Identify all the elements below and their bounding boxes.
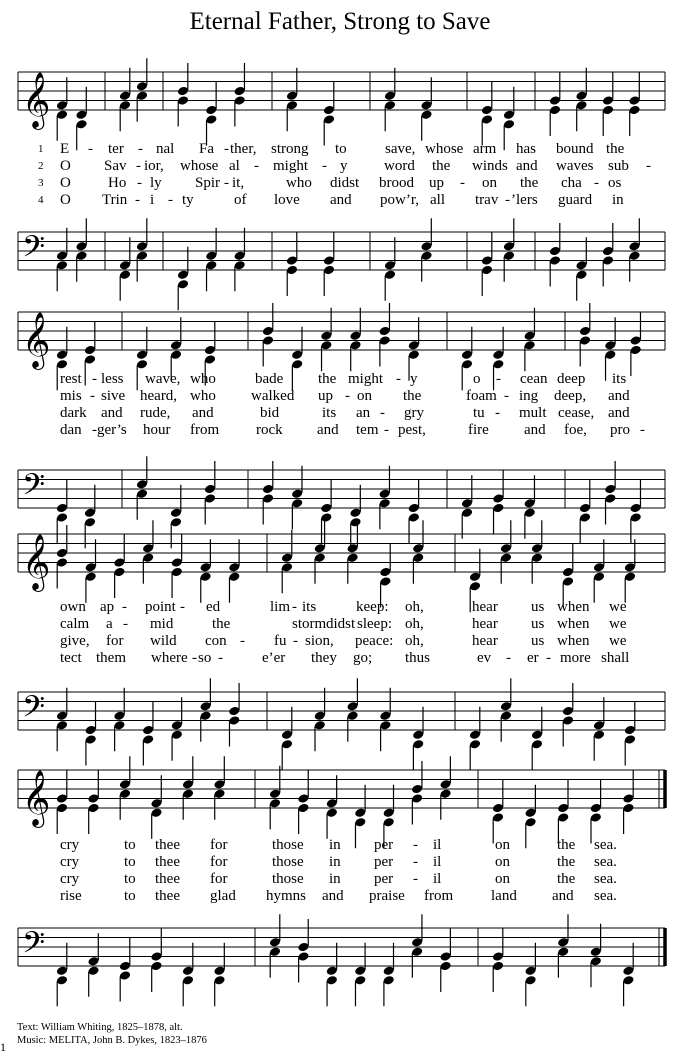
treble-staff-system-4 — [0, 758, 700, 848]
lyric-syllable: deep — [557, 371, 586, 387]
bass-staff-system-1 — [0, 220, 700, 310]
lyric-syllable: sleep: — [357, 616, 392, 632]
lyric-syllable: ther, — [230, 141, 257, 157]
lyric-syllable: more — [560, 650, 591, 666]
verse-number: 4 — [38, 194, 44, 206]
lyric-syllable: cha — [561, 175, 582, 191]
lyric-syllable: mid — [150, 616, 174, 632]
lyric-syllable: and — [101, 405, 123, 421]
treble-clef-icon: 𝄞 — [22, 534, 51, 590]
lyric-syllable: it, — [232, 175, 245, 191]
verse-1-line-1 — [0, 141, 700, 158]
lyric-syllable: so — [198, 650, 212, 666]
lyric-syllable: has — [516, 141, 536, 157]
verse-4-line-2 — [0, 422, 700, 439]
verse-2-line-2 — [0, 388, 700, 405]
lyric-hyphen: - — [88, 141, 93, 157]
lyric-syllable: foe, — [564, 422, 587, 438]
lyric-syllable: on — [357, 388, 372, 404]
lyric-syllable: oh, — [405, 633, 424, 649]
lyric-syllable: and — [608, 405, 630, 421]
verse-2-line-1 — [0, 158, 700, 175]
verse-3-line-3 — [0, 633, 700, 650]
lyric-hyphen: - — [506, 650, 511, 666]
verse-3-line-1 — [0, 175, 700, 192]
lyric-syllable: O — [60, 175, 71, 191]
lyric-syllable: rock — [256, 422, 283, 438]
lyric-syllable: go; — [353, 650, 373, 666]
lyric-hyphen: - — [504, 388, 509, 404]
lyric-syllable: per — [374, 871, 394, 887]
lyric-syllable: bound — [556, 141, 594, 157]
lyric-syllable: per — [374, 854, 394, 870]
lyric-syllable: and — [552, 888, 574, 904]
lyric-syllable: cean — [520, 371, 548, 387]
lyric-hyphen: - — [496, 371, 501, 387]
verse-number: 3 — [38, 177, 44, 189]
lyric-syllable: the — [318, 371, 337, 387]
lyric-syllable: an — [356, 405, 371, 421]
lyric-syllable: ior, — [144, 158, 164, 174]
lyric-syllable: fire — [468, 422, 489, 438]
lyric-syllable: O — [60, 158, 71, 174]
verse-number: 2 — [38, 160, 44, 172]
lyric-syllable: when — [557, 633, 590, 649]
lyric-syllable: sea. — [594, 871, 617, 887]
lyric-syllable: cry — [60, 854, 80, 870]
lyric-syllable: to — [124, 871, 136, 887]
lyric-syllable: to — [335, 141, 347, 157]
lyric-hyphen: - — [168, 192, 173, 208]
lyric-syllable: cease, — [558, 405, 595, 421]
lyric-syllable: us — [531, 599, 545, 615]
lyric-syllable: less — [101, 371, 124, 387]
lyric-syllable: in — [329, 837, 341, 853]
lyric-syllable: praise — [369, 888, 405, 904]
lyric-syllable: calm — [60, 616, 90, 632]
lyric-syllable: hear — [472, 599, 498, 615]
lyric-syllable: who — [190, 371, 216, 387]
lyric-syllable: for — [210, 854, 228, 870]
lyric-syllable: love — [274, 192, 300, 208]
bass-clef-icon: 𝄢 — [22, 230, 46, 272]
lyric-hyphen: - — [92, 371, 97, 387]
lyric-syllable: thee — [155, 854, 180, 870]
lyric-syllable: word — [384, 158, 415, 174]
lyric-syllable: tu — [473, 405, 485, 421]
lyric-syllable: the — [432, 158, 451, 174]
lyric-syllable: thus — [405, 650, 431, 666]
lyric-syllable: those — [272, 837, 304, 853]
lyric-syllable: glad — [210, 888, 236, 904]
verse-number: 1 — [38, 143, 44, 155]
lyric-syllable: ed — [206, 599, 221, 615]
lyric-syllable: thee — [155, 871, 180, 887]
lyric-syllable: rest — [60, 371, 82, 387]
lyric-syllable: its — [612, 371, 627, 387]
lyric-syllable: thee — [155, 837, 180, 853]
lyric-hyphen: - — [495, 405, 500, 421]
lyric-hyphen: - — [240, 633, 245, 649]
lyric-syllable: gry — [404, 405, 424, 421]
lyric-hyphen: - — [646, 158, 651, 174]
lyric-syllable: all — [430, 192, 445, 208]
hymn-title: Eternal Father, Strong to Save — [189, 8, 491, 35]
lyric-syllable: rise — [60, 888, 82, 904]
lyric-hyphen: - — [218, 650, 223, 666]
lyric-syllable: strong — [271, 141, 309, 157]
lyric-syllable: ly — [150, 175, 162, 191]
lyric-syllable: in — [329, 854, 341, 870]
lyric-syllable: dan — [60, 422, 82, 438]
lyric-syllable: pest, — [398, 422, 426, 438]
lyric-syllable: those — [272, 854, 304, 870]
lyric-hyphen: - — [224, 175, 229, 191]
lyric-syllable: os — [608, 175, 622, 191]
lyric-syllable: on — [482, 175, 497, 191]
lyric-hyphen: - — [396, 371, 401, 387]
lyric-syllable: bid — [260, 405, 280, 421]
lyric-syllable: might — [348, 371, 384, 387]
lyric-syllable: the — [557, 854, 576, 870]
lyric-hyphen: - — [345, 388, 350, 404]
lyric-syllable: to — [124, 888, 136, 904]
lyric-syllable: tem — [356, 422, 379, 438]
lyric-syllable: and — [524, 422, 546, 438]
lyric-syllable: bade — [255, 371, 284, 387]
lyric-syllable: those — [272, 871, 304, 887]
verse-3-line-2 — [0, 405, 700, 422]
text-credit: Text: William Whiting, 1825–1878, alt. — [17, 1022, 183, 1033]
lyric-syllable: y — [340, 158, 348, 174]
verse-4-line-3 — [0, 650, 700, 667]
lyric-syllable: who — [190, 388, 216, 404]
lyric-syllable: where — [151, 650, 188, 666]
lyric-syllable: us — [531, 616, 545, 632]
lyric-syllable: them — [96, 650, 126, 666]
lyric-syllable: from — [424, 888, 454, 904]
lyric-syllable: might — [273, 158, 309, 174]
lyric-syllable: O — [60, 192, 71, 208]
verse-4-line-4 — [0, 888, 700, 905]
lyric-syllable: Spir — [195, 175, 221, 191]
lyric-syllable: deep, — [554, 388, 587, 404]
lyric-hyphen: - — [640, 422, 645, 438]
lyric-syllable: on — [495, 871, 510, 887]
bass-staff-system-3 — [0, 680, 700, 770]
bass-staff-system-4 — [0, 916, 700, 1006]
lyric-syllable: mult — [519, 405, 547, 421]
lyric-syllable: hear — [472, 616, 498, 632]
lyric-hyphen: - — [135, 192, 140, 208]
treble-clef-icon: 𝄞 — [22, 770, 51, 826]
lyric-syllable: er — [527, 650, 539, 666]
lyric-syllable: give, — [60, 633, 90, 649]
lyric-syllable: rude, — [140, 405, 171, 421]
lyric-hyphen: - — [136, 158, 141, 174]
lyric-syllable: i — [150, 192, 155, 208]
lyric-syllable: il — [433, 854, 442, 870]
music-credit: Music: MELITA, John B. Dykes, 1823–1876 — [17, 1035, 207, 1046]
treble-clef-icon: 𝄞 — [22, 312, 51, 368]
lyric-syllable: whose — [425, 141, 464, 157]
lyric-hyphen: - — [123, 616, 128, 632]
lyric-syllable: Trin — [102, 192, 128, 208]
lyric-syllable: shall — [601, 650, 630, 666]
lyric-syllable: of — [234, 192, 247, 208]
lyric-syllable: lim — [270, 599, 291, 615]
lyric-syllable: the — [403, 388, 422, 404]
lyric-syllable: on — [495, 854, 510, 870]
lyric-hyphen: - — [137, 175, 142, 191]
bass-clef-icon: 𝄢 — [22, 690, 46, 732]
lyric-syllable: hear — [472, 633, 498, 649]
lyric-syllable: cry — [60, 837, 80, 853]
lyric-hyphen: - — [192, 650, 197, 666]
lyric-syllable: to — [124, 837, 136, 853]
verse-2-line-3 — [0, 616, 700, 633]
lyric-syllable: pow’r, — [380, 192, 419, 208]
lyric-syllable: didst — [330, 175, 360, 191]
lyric-syllable: when — [557, 599, 590, 615]
lyric-syllable: ing — [519, 388, 539, 404]
lyric-syllable: us — [531, 633, 545, 649]
lyric-syllable: mis — [60, 388, 82, 404]
lyric-syllable: land — [491, 888, 517, 904]
lyric-syllable: for — [106, 633, 124, 649]
lyric-syllable: hour — [143, 422, 171, 438]
verse-3-line-4 — [0, 871, 700, 888]
lyric-syllable: the — [606, 141, 625, 157]
lyric-syllable: the — [520, 175, 539, 191]
lyric-syllable: from — [190, 422, 220, 438]
lyric-syllable: walked — [251, 388, 295, 404]
lyric-syllable: whose — [180, 158, 219, 174]
lyric-syllable: sea. — [594, 854, 617, 870]
lyric-hyphen: - — [384, 422, 389, 438]
lyric-syllable: the — [557, 837, 576, 853]
lyric-syllable: in — [329, 871, 341, 887]
lyric-syllable: own — [60, 599, 86, 615]
lyric-syllable: hymns — [266, 888, 307, 904]
lyric-syllable: Fa — [199, 141, 214, 157]
lyric-syllable: tect — [60, 650, 82, 666]
lyric-syllable: y — [410, 371, 418, 387]
verse-2-line-4 — [0, 854, 700, 871]
lyric-hyphen: - — [413, 871, 418, 887]
lyric-syllable: on — [495, 837, 510, 853]
lyric-syllable: brood — [379, 175, 414, 191]
lyric-syllable: Ho — [108, 175, 127, 191]
lyric-syllable: oh, — [405, 616, 424, 632]
verse-4-line-1 — [0, 192, 700, 209]
lyric-syllable: cry — [60, 871, 80, 887]
lyric-syllable: o — [473, 371, 481, 387]
lyric-syllable: winds — [472, 158, 508, 174]
lyric-syllable: the — [212, 616, 231, 632]
lyric-hyphen: - — [293, 633, 298, 649]
lyric-syllable: per — [374, 837, 394, 853]
lyric-hyphen: - — [224, 141, 229, 157]
lyric-syllable: fu — [274, 633, 287, 649]
lyric-syllable: pro — [610, 422, 630, 438]
lyric-syllable: a — [106, 616, 113, 632]
verse-1-line-2 — [0, 371, 700, 388]
lyric-syllable: sion, — [305, 633, 334, 649]
lyric-syllable: peace: — [355, 633, 394, 649]
lyric-syllable: for — [210, 871, 228, 887]
lyric-syllable: up — [318, 388, 333, 404]
lyric-syllable: the — [557, 871, 576, 887]
lyric-syllable: and — [608, 388, 630, 404]
lyric-syllable: E — [60, 141, 70, 157]
lyric-syllable: and — [330, 192, 352, 208]
lyric-hyphen: - — [254, 158, 259, 174]
lyric-syllable: and — [317, 422, 339, 438]
lyric-hyphen: - — [92, 422, 97, 438]
lyric-hyphen: - — [138, 141, 143, 157]
lyric-syllable: point — [145, 599, 176, 615]
lyric-syllable: ty — [182, 192, 194, 208]
lyric-syllable: arm — [473, 141, 497, 157]
lyric-syllable: Sav — [104, 158, 127, 174]
lyric-hyphen: - — [90, 388, 95, 404]
lyric-syllable: waves — [556, 158, 594, 174]
treble-clef-icon: 𝄞 — [22, 72, 51, 128]
lyric-syllable: wild — [150, 633, 177, 649]
lyric-syllable: sea. — [594, 888, 617, 904]
lyric-syllable: al — [229, 158, 240, 174]
lyric-syllable: we — [609, 599, 627, 615]
lyric-syllable: il — [433, 837, 442, 853]
bass-clef-icon: 𝄢 — [22, 468, 46, 510]
lyric-syllable: heard, — [140, 388, 178, 404]
lyric-syllable: ger’s — [97, 422, 127, 438]
lyric-syllable: trav — [475, 192, 499, 208]
lyric-syllable: keep: — [356, 599, 389, 615]
lyric-syllable: save, — [385, 141, 416, 157]
lyric-hyphen: - — [413, 837, 418, 853]
lyric-syllable: thee — [155, 888, 180, 904]
lyric-syllable: sub — [608, 158, 629, 174]
verse-1-line-4 — [0, 837, 700, 854]
lyric-syllable: sea. — [594, 837, 617, 853]
lyric-syllable: guard — [558, 192, 593, 208]
lyric-hyphen: - — [594, 175, 599, 191]
lyric-syllable: they — [311, 650, 337, 666]
lyric-syllable: and — [192, 405, 214, 421]
treble-staff-system-1 — [0, 60, 700, 150]
lyric-syllable: wave, — [145, 371, 181, 387]
lyric-syllable: dark — [60, 405, 87, 421]
lyric-hyphen: - — [413, 854, 418, 870]
lyric-syllable: con — [205, 633, 227, 649]
lyric-syllable: ap — [100, 599, 115, 615]
page-edge-mark: 1 — [0, 1040, 6, 1054]
lyric-syllable: nal — [156, 141, 175, 157]
lyric-syllable: we — [609, 616, 627, 632]
lyric-hyphen: - — [505, 192, 510, 208]
lyric-syllable: and — [516, 158, 538, 174]
lyric-syllable: e’er — [262, 650, 286, 666]
lyric-syllable: who — [286, 175, 312, 191]
lyric-syllable: its — [322, 405, 337, 421]
lyric-hyphen: - — [292, 599, 297, 615]
lyric-hyphen: - — [322, 158, 327, 174]
lyric-syllable: its — [302, 599, 317, 615]
lyric-syllable: to — [124, 854, 136, 870]
lyric-syllable: in — [612, 192, 624, 208]
verse-1-line-3 — [0, 599, 700, 616]
lyric-syllable: didst — [326, 616, 356, 632]
lyric-syllable: sive — [101, 388, 126, 404]
lyric-hyphen: - — [460, 175, 465, 191]
lyric-syllable: and — [322, 888, 344, 904]
credits — [17, 1021, 207, 1047]
bass-clef-icon: 𝄢 — [22, 926, 46, 968]
lyric-syllable: foam — [466, 388, 497, 404]
lyric-syllable: ’lers — [511, 192, 538, 208]
lyric-hyphen: - — [122, 599, 127, 615]
lyric-syllable: we — [609, 633, 627, 649]
lyric-syllable: ev — [477, 650, 492, 666]
lyric-hyphen: - — [546, 650, 551, 666]
lyric-syllable: ter — [108, 141, 124, 157]
lyric-syllable: up — [429, 175, 444, 191]
lyric-syllable: oh, — [405, 599, 424, 615]
lyric-syllable: when — [557, 616, 590, 632]
lyric-syllable: storm — [292, 616, 327, 632]
lyric-syllable: for — [210, 837, 228, 853]
lyric-syllable: il — [433, 871, 442, 887]
lyric-hyphen: - — [180, 599, 185, 615]
lyric-hyphen: - — [380, 405, 385, 421]
